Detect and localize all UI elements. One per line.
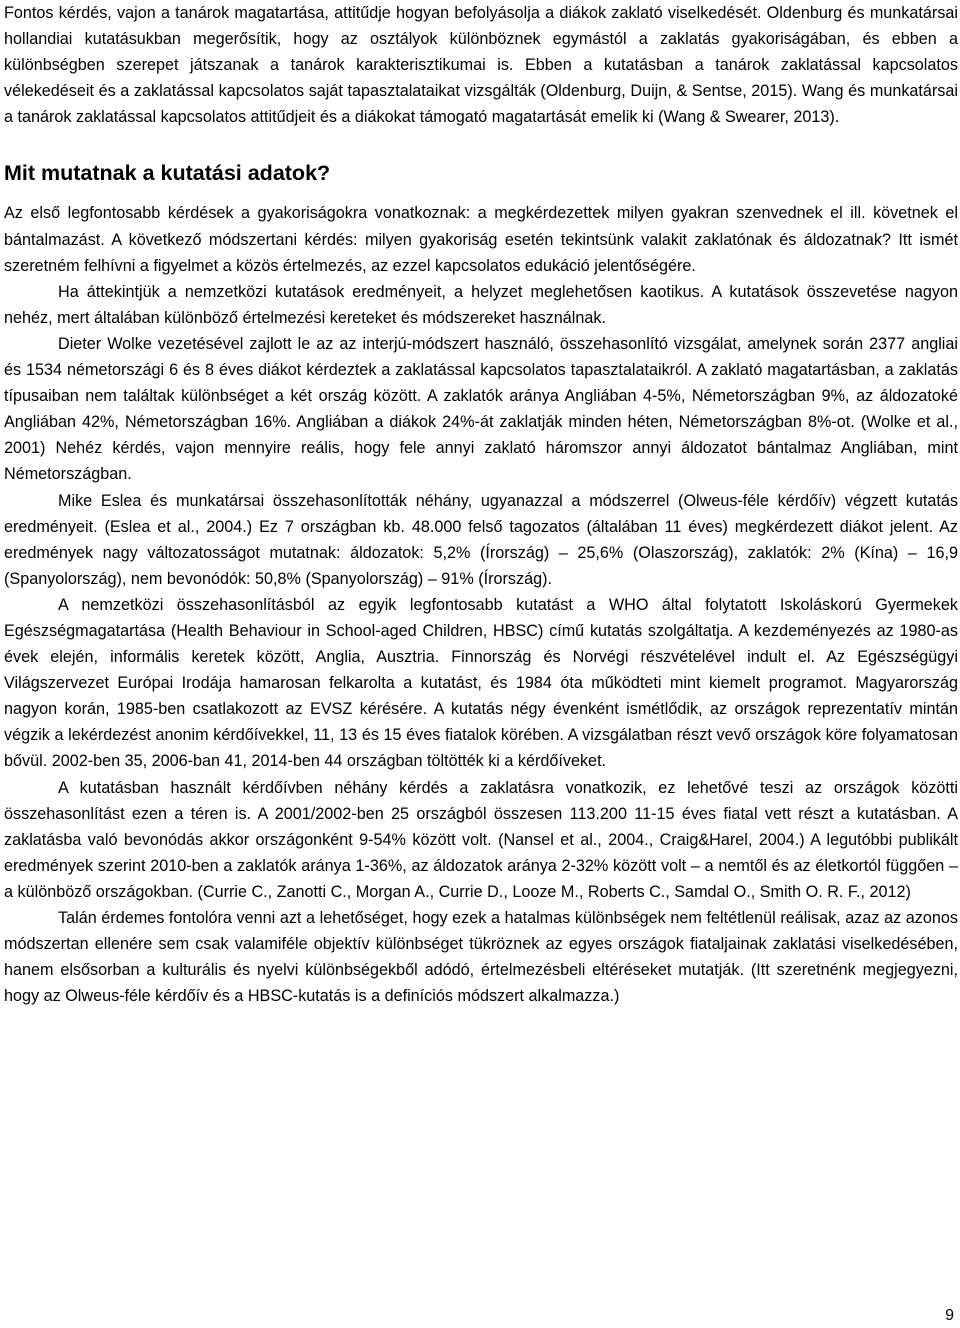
paragraph-hbsc-results: A kutatásban használt kérdőívben néhány kérdés a zaklatásra vonatkozik, ez lehetővé teszi az országok közötti összehasonlítást ezen a téren is. A 2001/2002-ben 25 országból összesen 113.200 11-15 éves fiatal vett részt a kutatásban. A zaklatásba való bevonódás akkor országonként 9-54% között volt. (Nansel et al., 2004., Craig&Harel, 2004.) A legutóbbi publikált eredmények szerint 2010-ben a zaklatók aránya 1-36%, az áldozatok aránya 2-32% között volt – a nemtől és az életkortól függően – a különböző országokban. (Currie C., Zanotti C., Morgan A., Currie D., Looze M., Roberts C., Samdal O., Smith O. R. F., 2012) <box>4 778 958 901</box>
page-number: 9 <box>945 1307 954 1324</box>
paragraph-wolke-study: Dieter Wolke vezetésével zajlott le az az interjú-módszert használó, összehasonlító vizsgálat, amelynek során 2377 angliai és 1534 németországi 6 és 8 éves diákot kérdeztek a zaklatással kapcsolatos tapasztalataikról. A zaklató magatartásban, a zaklatás típusaiban nem találtak különbséget a két ország között. A zaklatók aránya Angliában 4-5%, Németországban 9%, az áldozatoké Angliában 42%, Németországban 16%. Angliában a diákok 24%-át zaklatják minden héten, Németországban 8%-ot. (Wolke et al., 2001) Nehéz kérdés, vajon mennyire reális, hogy fele annyi zaklató háromszor annyi áldozatot bántalmaz Angliában, mint Németországban. <box>4 334 958 484</box>
paragraph-hbsc-study: A nemzetközi összehasonlításból az egyik legfontosabb kutatást a WHO által folytatott Iskoláskorú Gyermekek Egészségmagatartása (Health Behaviour in School-aged Children, HBSC) című kutatás szolgáltatja. A kezdeményezés az 1980-as évek elején, informális keretek között, Anglia, Ausztria. Finnország és Norvégi részvételével indult el. Az Egészségügyi Világszervezet Európai Irodája hamarosan felkarolta a kutatást, és 1984 óta működteti mint kiemelt programot. Magyarország nagyon korán, 1985-ben csatlakozott az EVSZ kérésére. A kutatás négy évenként ismétlődik, az országok reprezentatív mintán végzik a lekérdezést anonim kérdőívekkel, 11, 13 és 15 éves fiatalok körében. A vizsgálatban részt vevő országok köre folyamatosan bővül. 2002-ben 35, 2006-ban 41, 2014-ben 44 országban töltötték ki a kérdőíveket. <box>4 595 958 771</box>
paragraph-international-overview: Ha áttekintjük a nemzetközi kutatások eredményeit, a helyzet meglehetősen kaotikus. A kutatások összevetése nagyon nehéz, mert általában különböző értelmezési kereteket és módszereket használnak. <box>4 282 958 327</box>
section-heading: Mit mutatnak a kutatási adatok? <box>4 161 331 186</box>
paragraph-conclusion: Talán érdemes fontolóra venni azt a lehetőséget, hogy ezek a hatalmas különbségek nem feltétlenül reálisak, azaz az azonos módszertan ellenére sem csak valamiféle objektív különbséget tükröznek az egyes országok fiataljainak zaklatási viselkedésében, hanem elsősorban a kulturális és nyelvi különbségekből adódó, értelmezésbeli eltéréseket mutatják. (Itt szeretnénk megjegyezni, hogy az Olweus-féle kérdőív és a HBSC-kutatás is a definíciós módszert alkalmazza.) <box>4 909 958 1006</box>
intro-paragraph: Fontos kérdés, vajon a tanárok magatartása, attitűdje hogyan befolyásolja a diákok zaklató viselkedését. Oldenburg és munkatársai hollandiai kutatásukban megerősítik, hogy az osztályok különböznek egymástól a zaklatás gyakoriságában, és ebben a különbségben szerepet játszanak a tanárok karakterisztikumai is. Ebben a kutatásban a tanárok zaklatással kapcsolatos vélekedéseit és a zaklatással kapcsolatos saját tapasztalataikat vizsgálták (Oldenburg, Duijn, & Sentse, 2015). Wang és munkatársai a tanárok zaklatással kapcsolatos attitűdjeit és a diákokat támogató magatartását emelik ki (Wang & Swearer, 2013). <box>4 4 958 127</box>
paragraph-frequencies: Az első legfontosabb kérdések a gyakoriságokra vonatkoznak: a megkérdezettek milyen gyakran szenvednek el ill. követnek el bántalmazást. A következő módszertani kérdés: milyen gyakoriság esetén tekintsünk valakit zaklatónak és áldozatnak? Itt ismét szeretném felhívni a figyelmet a közös értelmezés, az ezzel kapcsolatos edukáció jelentőségére. <box>4 204 958 275</box>
document-page <box>4 0 958 1009</box>
paragraph-eslea-study: Mike Eslea és munkatársai összehasonlították néhány, ugyanazzal a módszerrel (Olweus-féle kérdőív) végzett kutatás eredményeit. (Eslea et al., 2004.) Ez 7 országban kb. 48.000 felső tagozatos (általában 11 éves) megkérdezett diákot jelent. Az eredmények nagy változatosságot mutatnak: áldozatok: 5,2% (Írország) – 25,6% (Olaszország), zaklatók: 2% (Kína) – 16,9 (Spanyolország), nem bevonódók: 50,8% (Spanyolország) – 91% (Írország). <box>4 491 958 588</box>
